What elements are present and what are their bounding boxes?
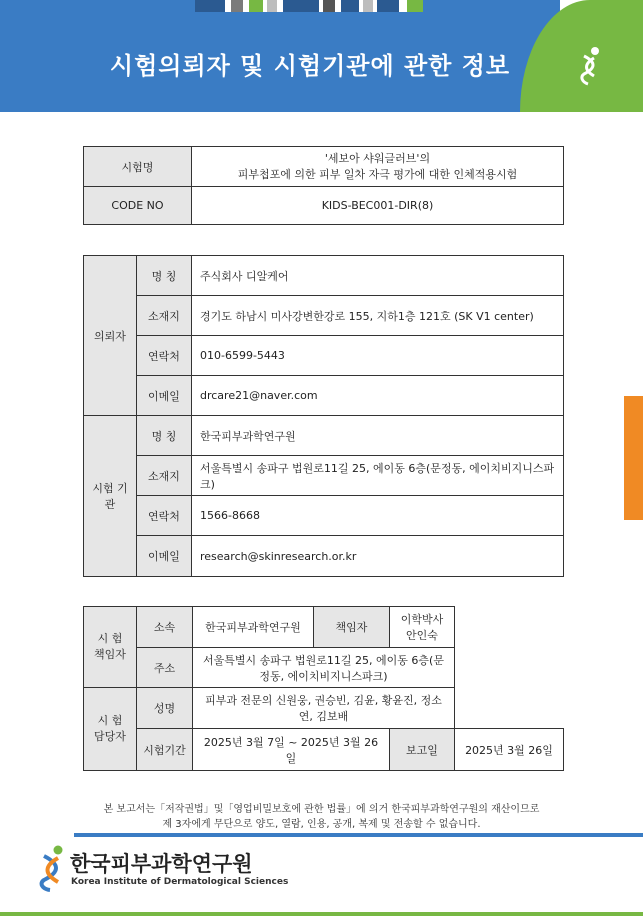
code-label: CODE NO bbox=[84, 187, 192, 225]
footer-blue-rule bbox=[74, 833, 643, 837]
dna-logo-icon bbox=[36, 844, 68, 892]
client-name-label: 명 칭 bbox=[137, 256, 192, 296]
client-email: drcare21@naver.com bbox=[192, 376, 564, 416]
page-title: 시험의뢰자 및 시험기관에 관한 정보 bbox=[109, 52, 511, 80]
report-date: 2025년 3월 26일 bbox=[455, 729, 564, 771]
institution-name-label: 명 칭 bbox=[137, 416, 192, 456]
page-header bbox=[0, 0, 643, 112]
client-email-label: 이메일 bbox=[137, 376, 192, 416]
staff-name-label: 성명 bbox=[137, 688, 193, 729]
responsible-group-label bbox=[84, 607, 137, 688]
code-value: KIDS-BEC001-DIR(8) bbox=[192, 187, 564, 225]
test-name-value bbox=[192, 147, 564, 187]
client-name: 주식회사 디알케어 bbox=[192, 256, 564, 296]
test-name-label: 시험명 bbox=[84, 147, 192, 187]
copyright-line1: 본 보고서는「저작권법」및「영업비밀보호에 관한 법률」에 의거 한국피부과학연구원의 재산이므로 bbox=[103, 804, 540, 815]
client-address: 경기도 하남시 미사강변한강로 155, 지하1층 121호 (SK V1 center) bbox=[192, 296, 564, 336]
personnel-table bbox=[83, 606, 564, 771]
institute-logo-text-en: Korea Institute of Dermatological Sciences bbox=[71, 877, 289, 887]
party-table bbox=[83, 255, 564, 577]
institution-address: 서울특별시 송파구 법원로11길 25, 에이동 6층(문정동, 에이치비지니스파크) bbox=[192, 456, 564, 496]
test-info-table bbox=[83, 146, 564, 225]
responsible-address-label: 주소 bbox=[137, 648, 193, 688]
client-contact-label: 연락처 bbox=[137, 336, 192, 376]
copyright-notice bbox=[0, 802, 643, 832]
affiliation-value: 한국피부과학연구원 bbox=[193, 607, 314, 648]
institution-email: research@skinresearch.or.kr bbox=[192, 536, 564, 577]
client-group-label: 의뢰자 bbox=[84, 256, 137, 416]
institution-address-label: 소재지 bbox=[137, 456, 192, 496]
orange-side-tab bbox=[624, 396, 643, 520]
institution-group-label: 시험 기관 bbox=[84, 416, 137, 577]
test-name-line2: 피부첩포에 의한 피부 일차 자극 평가에 대한 인체적용시험 bbox=[237, 167, 518, 181]
test-name-line1: '세보아 샤워글러브'의 bbox=[324, 151, 431, 165]
responsible-address: 서울특별시 송파구 법원로11길 25, 에이동 6층(문정동, 에이치비지니스파크) bbox=[193, 648, 455, 688]
institution-name: 한국피부과학연구원 bbox=[192, 416, 564, 456]
responsible-group-line1: 시 험 bbox=[97, 632, 123, 645]
footer-green-rule bbox=[0, 912, 643, 916]
staff-group-line2: 담당자 bbox=[94, 730, 126, 743]
head-value: 이학박사 안인숙 bbox=[390, 607, 455, 648]
period-value: 2025년 3월 7일 ~ 2025년 3월 26일 bbox=[193, 729, 390, 771]
head-label: 책임자 bbox=[314, 607, 390, 648]
period-label: 시험기간 bbox=[137, 729, 193, 771]
client-address-label: 소재지 bbox=[137, 296, 192, 336]
responsible-group-line2: 책임자 bbox=[94, 648, 126, 661]
report-label: 보고일 bbox=[390, 729, 455, 771]
institute-logo-text-kr: 한국피부과학연구원 bbox=[70, 852, 253, 876]
client-contact: 010-6599-5443 bbox=[192, 336, 564, 376]
header-color-stripes bbox=[195, 0, 423, 12]
copyright-line2: 제 3자에게 무단으로 양도, 열람, 인용, 공개, 복제 및 전송할 수 없습니다. bbox=[162, 819, 481, 830]
institution-email-label: 이메일 bbox=[137, 536, 192, 577]
institution-contact-label: 연락처 bbox=[137, 496, 192, 536]
affiliation-label: 소속 bbox=[137, 607, 193, 648]
institution-contact: 1566-8668 bbox=[192, 496, 564, 536]
staff-names: 피부과 전문의 신원웅, 권승빈, 김윤, 황윤진, 정소연, 김보배 bbox=[193, 688, 455, 729]
staff-group-line1: 시 험 bbox=[97, 714, 123, 727]
dna-logo-icon bbox=[578, 46, 602, 86]
staff-group-label bbox=[84, 688, 137, 771]
